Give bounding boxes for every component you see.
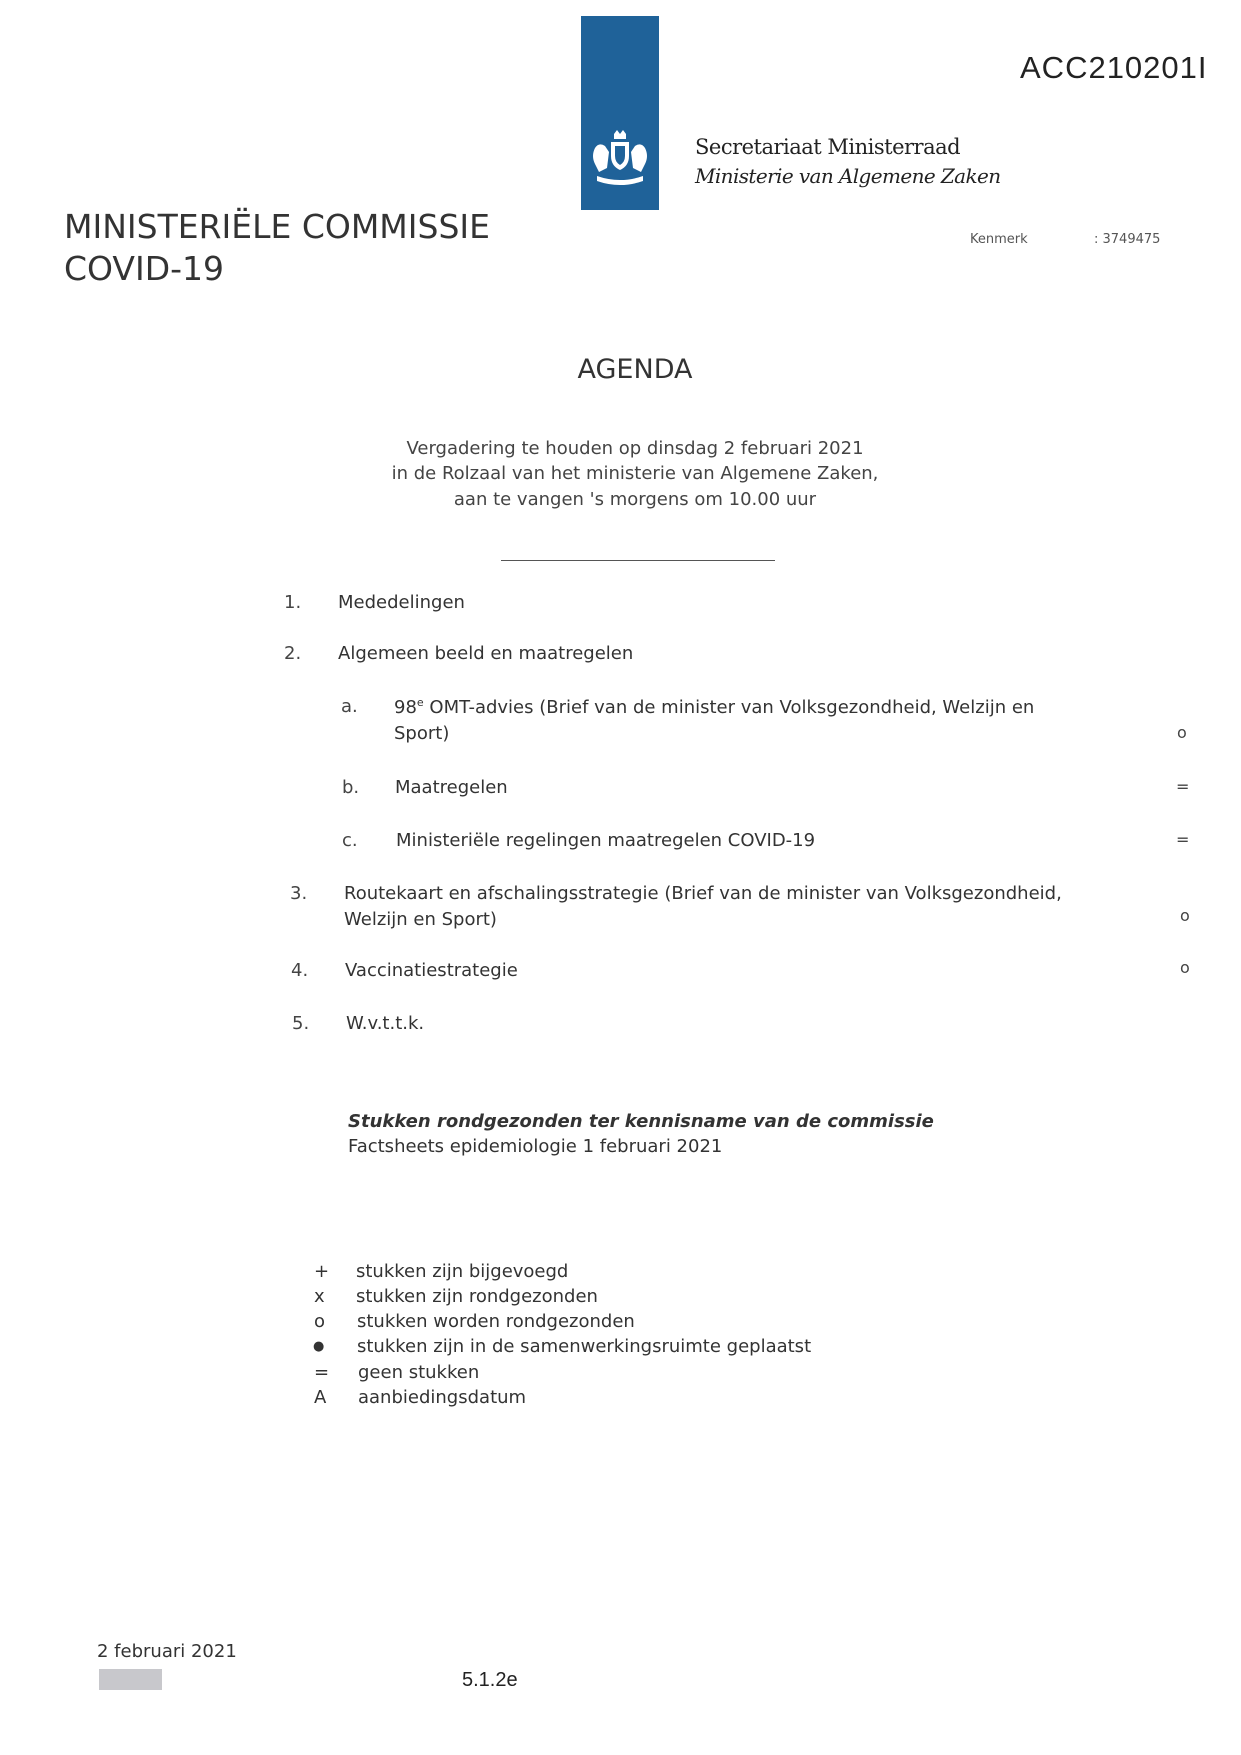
agenda-heading: AGENDA: [577, 354, 693, 385]
item-text-line1: Routekaart en afschalingsstrategie (Brief van de minister van Volksgezondheid,: [344, 883, 1062, 904]
kenmerk-label: Kenmerk: [970, 232, 1028, 247]
legend-symbol: x: [314, 1286, 325, 1307]
circulated-heading: Stukken rondgezonden ter kennisname van de commissie: [348, 1111, 934, 1132]
rijksoverheid-logo: [581, 16, 659, 210]
legend-symbol: +: [314, 1261, 330, 1282]
ministry-name: Ministerie van Algemene Zaken: [695, 164, 1001, 188]
document-status-mark: o: [1180, 906, 1190, 925]
item-text-pre: 98: [394, 697, 417, 718]
item-number: 3.: [290, 883, 308, 904]
legend-text: stukken zijn bijgevoegd: [356, 1261, 569, 1282]
item-number: 4.: [291, 960, 309, 981]
item-text: Maatregelen: [395, 777, 508, 798]
legend-symbol: o: [314, 1311, 326, 1332]
item-number: a.: [341, 696, 358, 717]
footer-date: 2 februari 2021: [97, 1641, 237, 1662]
item-number: 5.: [292, 1013, 310, 1034]
legend-text: stukken zijn in de samenwerkingsruimte geplaatst: [357, 1336, 812, 1357]
meeting-line: in de Rolzaal van het ministerie van Algemene Zaken,: [391, 463, 879, 484]
document-status-mark: =: [1176, 830, 1190, 849]
item-text: [394, 696, 1034, 718]
legend-text: stukken zijn rondgezonden: [356, 1286, 598, 1307]
item-text: Algemeen beeld en maatregelen: [338, 643, 634, 664]
item-number: c.: [342, 830, 358, 851]
legend-symbol: =: [314, 1362, 330, 1383]
legend-text: stukken worden rondgezonden: [357, 1311, 635, 1332]
circulated-text: Factsheets epidemiologie 1 februari 2021: [348, 1136, 723, 1157]
item-text-line2: Welzijn en Sport): [344, 909, 497, 930]
meeting-line: Vergadering te houden op dinsdag 2 februari 2021: [406, 438, 864, 459]
item-text-line2: Sport): [394, 723, 450, 744]
item-text: Vaccinatiestrategie: [345, 960, 518, 981]
document-status-mark: o: [1177, 723, 1187, 742]
legend-symbol: A: [314, 1387, 327, 1408]
org-name: Secretariaat Ministerraad: [695, 135, 961, 159]
kenmerk-value: : 3749475: [1094, 232, 1161, 247]
title-line-1: MINISTERIËLE COMMISSIE: [64, 207, 490, 246]
title-line-2: COVID-19: [64, 249, 225, 288]
legend-text: geen stukken: [358, 1362, 480, 1383]
meeting-line: aan te vangen 's morgens om 10.00 uur: [453, 489, 817, 510]
item-text-line1: OMT-advies (Brief van de minister van Volksgezondheid, Welzijn en: [423, 697, 1035, 718]
coat-of-arms-icon: [589, 128, 651, 190]
item-number: 1.: [284, 592, 302, 613]
document-status-mark: =: [1176, 777, 1190, 796]
redaction-code: 5.1.2e: [462, 1669, 518, 1691]
item-text: Ministeriële regelingen maatregelen COVID-19: [396, 830, 816, 851]
legend-text: aanbiedingsdatum: [358, 1387, 527, 1408]
document-code: ACC210201I: [1020, 50, 1208, 85]
item-text: Mededelingen: [338, 592, 465, 613]
document-status-mark: o: [1180, 958, 1190, 977]
item-text: W.v.t.t.k.: [346, 1013, 425, 1034]
divider: [501, 560, 775, 561]
superscript: e: [416, 696, 424, 709]
page-title: [64, 206, 584, 290]
item-number: b.: [342, 777, 360, 798]
redaction-box: [99, 1669, 162, 1690]
item-number: 2.: [284, 643, 302, 664]
legend-symbol: ●: [313, 1339, 325, 1354]
